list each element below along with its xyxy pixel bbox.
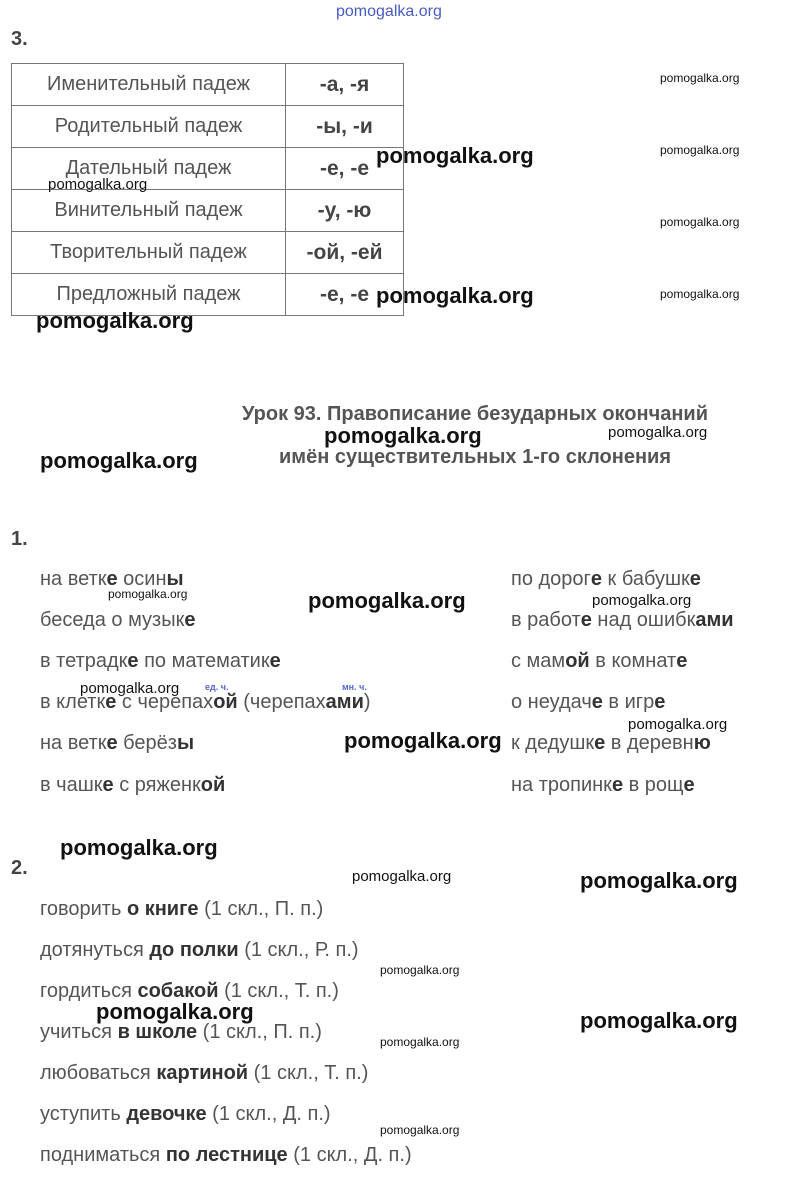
- watermark: pomogalka.org: [660, 143, 740, 157]
- word-part: к бабушк: [601, 568, 690, 590]
- table-row: [12, 232, 404, 274]
- phrase-noun: о книге: [126, 898, 199, 920]
- watermark: pomogalka.org: [660, 287, 740, 301]
- example-right: [511, 609, 734, 632]
- ending-highlight: ю: [693, 732, 711, 754]
- ending-highlight: ы: [176, 732, 195, 754]
- lesson-title-line-2: имён существительных 1-го склонения: [278, 446, 671, 468]
- word-part: по дорог: [511, 568, 591, 590]
- example-left: [40, 774, 225, 797]
- word-part: с мам: [511, 650, 566, 672]
- watermark: pomogalka.org: [580, 1008, 738, 1033]
- case-ending: -ы, -и: [286, 106, 404, 148]
- case-ending: -ой, -ей: [286, 232, 404, 274]
- ending-highlight: е: [591, 691, 603, 713]
- phrase-line: [40, 1144, 412, 1167]
- word-part: беседа о музык: [40, 609, 185, 631]
- watermark: pomogalka.org: [344, 728, 502, 753]
- phrase-noun: девочке: [126, 1103, 207, 1125]
- watermark: pomogalka.org: [352, 868, 452, 885]
- word-part: на ветк: [40, 732, 107, 754]
- ending-highlight: ой: [565, 650, 590, 672]
- watermark: pomogalka.org: [48, 176, 148, 193]
- word-part: ): [363, 691, 371, 713]
- watermark: pomogalka.org: [376, 283, 534, 308]
- lesson-title-line-1: Урок 93. Правописание безударных окончаний: [241, 403, 708, 425]
- phrase-verb: подниматься: [40, 1144, 166, 1166]
- phrase-info: (1 скл., Т. п.): [248, 1062, 369, 1084]
- table-row: [12, 64, 404, 106]
- watermark: pomogalka.org: [36, 308, 194, 333]
- phrase-info: (1 скл., П. п.): [198, 898, 324, 920]
- watermark: pomogalka.org: [308, 588, 466, 613]
- word-part: над ошибк: [591, 609, 696, 631]
- watermark: pomogalka.org: [580, 868, 738, 893]
- case-ending: -е, -е: [286, 148, 404, 190]
- watermark: pomogalka.org: [380, 1035, 460, 1049]
- phrase-info: (1 скл., Т. п.): [218, 980, 339, 1002]
- word-part: в деревн: [605, 732, 694, 754]
- ending-highlight: ами: [325, 691, 364, 713]
- note-singular: ед. ч.: [205, 682, 229, 692]
- ending-highlight: е: [127, 650, 139, 672]
- watermark: pomogalka.org: [324, 423, 482, 448]
- word-part: на ветк: [40, 568, 107, 590]
- ending-highlight: е: [683, 774, 695, 796]
- word-part: в комнат: [589, 650, 677, 672]
- watermark: pomogalka.org: [80, 680, 180, 697]
- phrase-info: (1 скл., П. п.): [197, 1021, 322, 1043]
- word-part: берёз: [117, 732, 177, 754]
- phrase-verb: учиться: [40, 1021, 118, 1043]
- word-part: в чашк: [40, 774, 103, 796]
- ending-highlight: е: [580, 609, 592, 631]
- case-name: Именительный падеж: [12, 64, 286, 106]
- word-part: в клетк: [40, 691, 106, 713]
- example-left: [40, 650, 281, 673]
- ending-highlight: е: [689, 568, 701, 590]
- phrase-verb: уступить: [40, 1103, 127, 1125]
- watermark: pomogalka.org: [376, 143, 534, 168]
- ending-highlight: е: [106, 732, 118, 754]
- phrase-line: [40, 1103, 331, 1126]
- ending-highlight: ой: [213, 691, 238, 713]
- ending-highlight: е: [594, 732, 606, 754]
- watermark: pomogalka.org: [592, 592, 692, 609]
- watermark: pomogalka.org: [108, 587, 188, 601]
- watermark: pomogalka.org: [660, 71, 740, 85]
- phrase-noun: картиной: [156, 1062, 249, 1084]
- task-2-number: 2.: [11, 857, 28, 879]
- example-right: [511, 568, 701, 591]
- ending-highlight: е: [105, 691, 117, 713]
- phrase-line: [40, 898, 323, 921]
- word-part: о неудач: [511, 691, 592, 713]
- task-3-number: 3.: [11, 28, 28, 50]
- example-right: [511, 650, 687, 673]
- example-right: [511, 732, 711, 755]
- word-part: в работ: [511, 609, 581, 631]
- ending-highlight: ами: [695, 609, 734, 631]
- ending-highlight: ы: [166, 568, 184, 590]
- word-part: на тропинк: [511, 774, 612, 796]
- phrase-verb: гордиться: [40, 980, 138, 1002]
- phrase-info: (1 скл., Д. п.): [206, 1103, 331, 1125]
- note-plural: мн. ч.: [342, 682, 367, 692]
- watermark: pomogalka.org: [660, 215, 740, 229]
- case-name: Творительный падеж: [12, 232, 286, 274]
- watermark: pomogalka.org: [40, 448, 198, 473]
- watermark: pomogalka.org: [336, 3, 442, 20]
- case-name: Винительный падеж: [12, 190, 286, 232]
- phrase-line: [40, 939, 359, 962]
- task-1-number: 1.: [11, 528, 28, 550]
- example-right: [511, 774, 695, 797]
- watermark: pomogalka.org: [628, 716, 728, 733]
- watermark: pomogalka.org: [380, 1123, 460, 1137]
- word-part: с черепах: [116, 691, 214, 713]
- ending-highlight: е: [102, 774, 114, 796]
- table-row: [12, 190, 404, 232]
- case-ending: -а, -я: [286, 64, 404, 106]
- ending-highlight: е: [676, 650, 688, 672]
- phrase-verb: говорить: [40, 898, 127, 920]
- ending-highlight: ой: [200, 774, 226, 796]
- word-part: по математик: [138, 650, 270, 672]
- example-left: [40, 609, 195, 632]
- example-left: [40, 732, 194, 755]
- watermark: pomogalka.org: [608, 424, 708, 441]
- phrase-verb: любоваться: [40, 1062, 157, 1084]
- phrase-noun: до полки: [149, 939, 239, 961]
- word-part: в игр: [602, 691, 655, 713]
- phrase-noun: в школе: [117, 1021, 198, 1043]
- word-part: в тетрадк: [40, 650, 128, 672]
- phrase-noun: по лестнице: [165, 1144, 288, 1166]
- ending-highlight: е: [611, 774, 624, 796]
- phrase-info: (1 скл., Д. п.): [287, 1144, 412, 1166]
- ending-highlight: е: [106, 568, 118, 590]
- watermark: pomogalka.org: [60, 835, 218, 860]
- table-row: [12, 106, 404, 148]
- ending-highlight: е: [184, 609, 196, 631]
- case-name: Дательный падеж: [12, 148, 286, 190]
- case-name: Предложный падеж: [12, 274, 286, 316]
- example-right: [511, 691, 665, 714]
- case-ending: -е, -е: [286, 274, 404, 316]
- word-part: осин: [117, 568, 167, 590]
- phrase-verb: дотянуться: [40, 939, 150, 961]
- case-ending: -у, -ю: [286, 190, 404, 232]
- word-part: с ряженк: [113, 774, 201, 796]
- case-name: Родительный падеж: [12, 106, 286, 148]
- word-part: к дедушк: [511, 732, 595, 754]
- phrase-info: (1 скл., Р. п.): [238, 939, 359, 961]
- ending-highlight: е: [590, 568, 602, 590]
- ending-highlight: е: [654, 691, 666, 713]
- phrase-noun: собакой: [137, 980, 219, 1002]
- watermark: pomogalka.org: [380, 963, 460, 977]
- word-part: (черепах: [237, 691, 326, 713]
- phrase-line: [40, 1062, 368, 1085]
- watermark: pomogalka.org: [96, 999, 254, 1024]
- word-part: в рощ: [623, 774, 684, 796]
- ending-highlight: е: [269, 650, 281, 672]
